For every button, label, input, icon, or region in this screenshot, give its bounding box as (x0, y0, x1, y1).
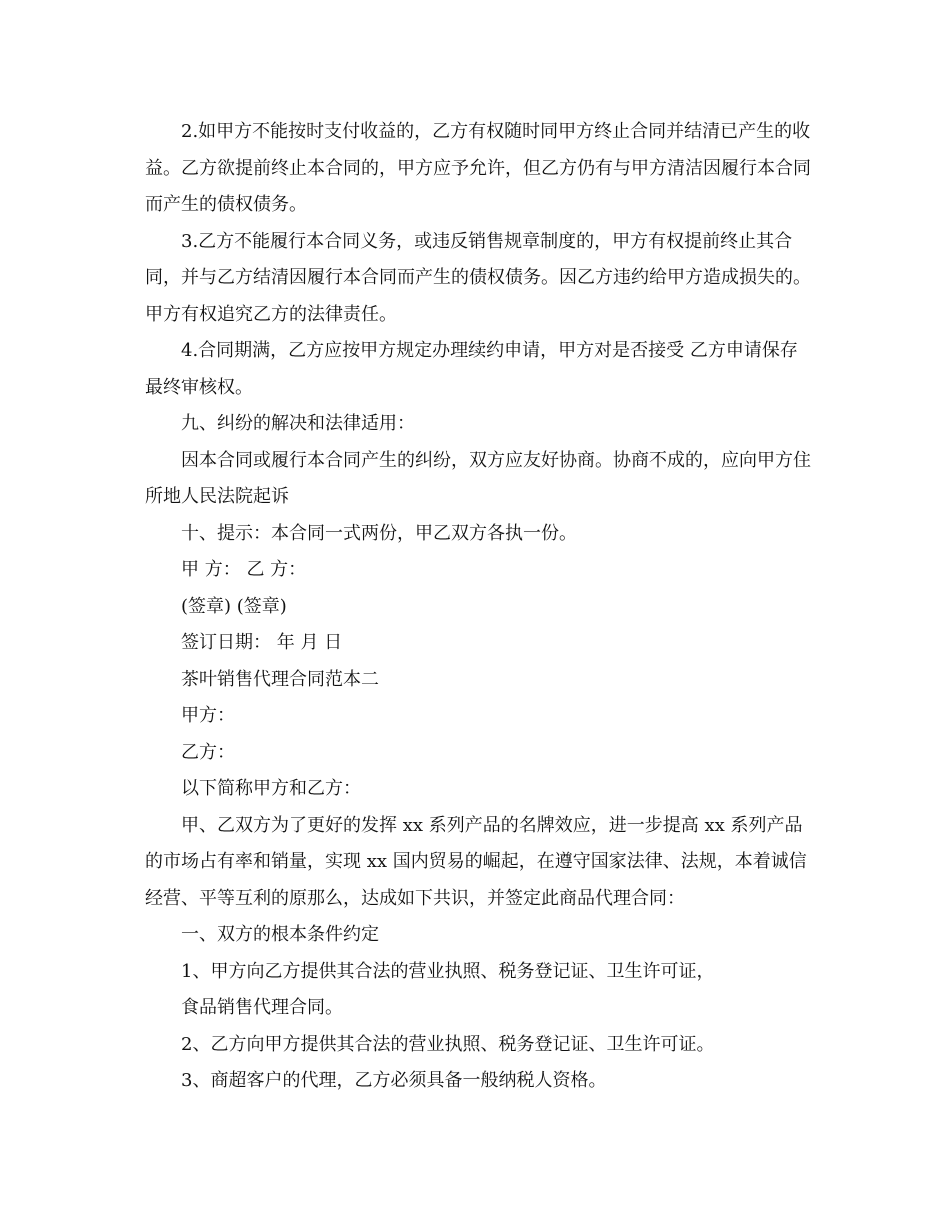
paragraph-condition-1-cont: 食品销售代理合同。 (181, 997, 343, 1018)
section-heading-9: 九、纠纷的解决和法律适用： (181, 413, 415, 434)
signing-date-line: 签订日期： 年 月 日 (181, 632, 343, 653)
paragraph-clause-8-4: 4.合同期满，乙方应按甲方规定办理续约申请，甲方对是否接受 乙方申请保存最终审核权。 (145, 340, 798, 398)
template-two-title: 茶叶销售代理合同范本二 (181, 668, 379, 690)
paragraph-preamble: 甲、乙双方为了更好的发挥 xx 系列产品的名牌效应，进一步提高 xx 系列产品的市场占有率和销量，实现 xx 国内贸易的崛起，在遵守国家法律、法规，本着诚信经营、平等互利的原那么，达成如下共识，并签定此商品代理合同： (145, 814, 807, 909)
paragraph-clause-8-2: 2.如甲方不能按时支付收益的，乙方有权随时同甲方终止合同并结清已产生的收益。乙方欲提前终止本合同的，甲方应予允许，但乙方仍有与甲方清洁因履行本合同而产生的债权债务。 (145, 121, 811, 215)
paragraph-condition-2: 2、乙方向甲方提供其合法的营业执照、税务登记证、卫生许可证。 (181, 1033, 715, 1055)
paragraph-clause-8-3: 3.乙方不能履行本合同义务，或违反销售规章制度的，甲方有权提前终止其合同，并与乙方结清因履行本合同而产生的债权债务。因乙方违约给甲方造成损失的。甲方有权追究乙方的法律责任。 (145, 230, 811, 325)
party-b-line: 乙方： (181, 741, 235, 763)
parties-abbreviation-line: 以下简称甲方和乙方： (181, 778, 361, 799)
paragraph-condition-3: 3、商超客户的代理，乙方必须具备一般纳税人资格。 (181, 1070, 607, 1091)
paragraph-condition-1: 1、甲方向乙方提供其合法的营业执照、税务登记证、卫生许可证， (181, 960, 715, 982)
document-body (145, 114, 815, 1100)
section-heading-10: 十、提示：本合同一式两份，甲乙双方各执一份。 (181, 522, 577, 544)
party-a-line: 甲方： (181, 705, 235, 726)
paragraph-dispute-resolution: 因本合同或履行本合同产生的纠纷，双方应友好协商。协商不成的，应向甲方住所地人民法院起诉 (145, 449, 811, 507)
section-heading-1: 一、双方的根本条件约定 (181, 924, 379, 945)
signature-seal-line: (签章) (签章) (181, 595, 287, 617)
signature-parties-line: 甲 方： 乙 方： (181, 559, 307, 580)
